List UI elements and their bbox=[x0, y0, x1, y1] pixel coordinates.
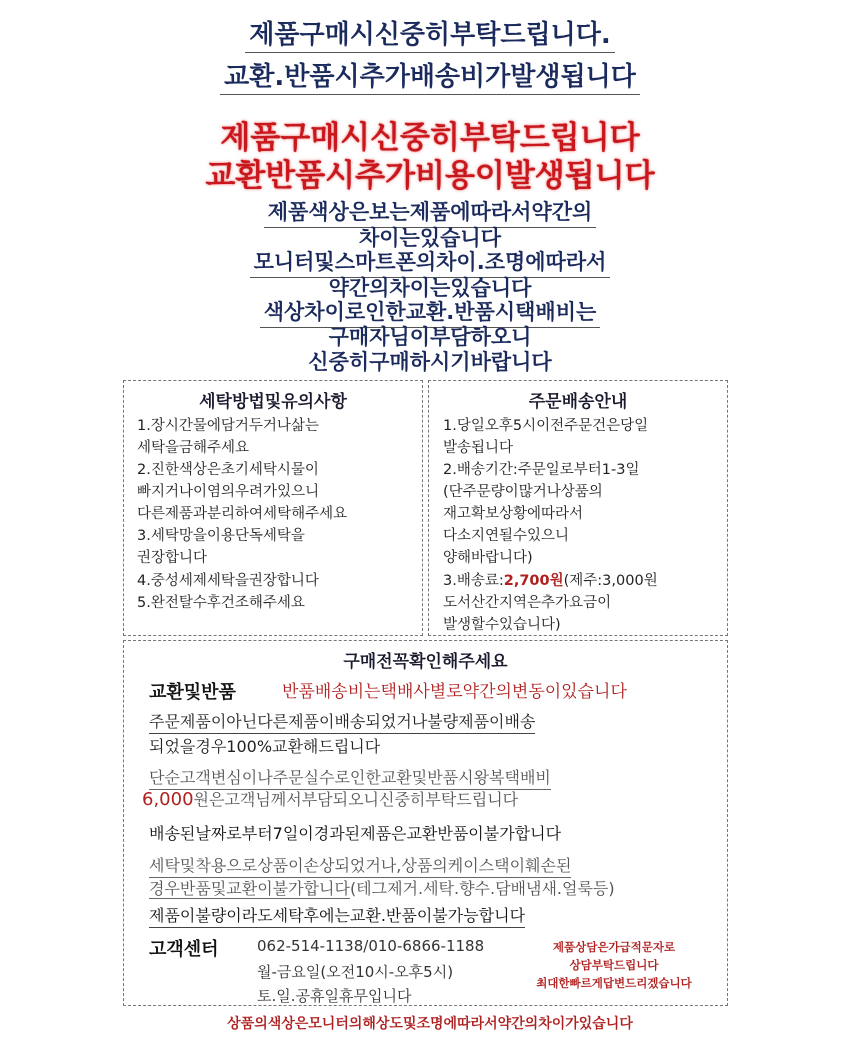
wash-care-box bbox=[123, 380, 423, 636]
shipping-line: 양해바랍니다) bbox=[443, 550, 533, 566]
wash-care-line: 권장합니다 bbox=[137, 550, 208, 566]
exchange-note: 반품배송비는택배사별로약간의변동이있습니다 bbox=[282, 682, 627, 702]
wash-care-line: 2.진한색상은초기세탁시물이 bbox=[137, 462, 319, 478]
shipping-line: 도서산간지역은추가요금이 bbox=[443, 595, 612, 611]
wash-care-line: 3.세탁망을이용단독세탁을 bbox=[137, 528, 305, 544]
exchange-label: 교환및반품 bbox=[149, 682, 236, 703]
wash-care-line: 4.중성세제세탁을권장합니다 bbox=[137, 573, 319, 589]
cs-label: 고객센터 bbox=[149, 939, 219, 960]
red-notice-line2: 교환반품시추가비용이발생됩니다 bbox=[205, 158, 655, 194]
wash-care-title: 세탁방법및유의사항 bbox=[199, 392, 347, 412]
color-notice-line: 제품색상은보는제품에따라서약간의 bbox=[0, 196, 860, 228]
confirm-title: 구매전꼭확인해주세요 bbox=[343, 652, 508, 672]
red-notice-line1: 제품구매시신중히부탁드립니다 bbox=[220, 120, 640, 156]
wash-care-line: 다른제품과분리하여세탁해주세요 bbox=[137, 506, 348, 522]
exchange-rule-4a: 세탁및착용으로상품이손상되었거나,상품의케이스택이훼손된 bbox=[149, 853, 571, 878]
cs-note-3: 최대한빠르게답변드리겠습니다 bbox=[536, 976, 692, 990]
wash-care-line: 세탁을금해주세요 bbox=[137, 440, 250, 456]
return-fee-text: 원은고객님께서부담되오니신중히부탁드립니다 bbox=[193, 790, 519, 809]
top-notice-line1: 제품구매시신중히부탁드립니다. bbox=[0, 14, 860, 53]
exchange-rule-4b bbox=[149, 876, 615, 899]
exchange-rule-1b: 되었을경우100%교환해드립니다 bbox=[149, 737, 381, 756]
cs-note-1: 제품상담은가급적문자로 bbox=[552, 940, 676, 954]
shipping-line: 1.당일오후5시이전주문건은당일 bbox=[443, 418, 649, 434]
color-notice-line: 신중히구매하시기바랍니다 bbox=[308, 350, 552, 374]
wash-care-line: 빠지거나이염의우려가있으니 bbox=[137, 484, 320, 500]
cs-hours-weekday: 월-금요일(오전10시-오후5시) bbox=[257, 963, 454, 981]
shipping-fee-prefix: 3.배송료: bbox=[443, 573, 504, 589]
shipping-info-box bbox=[428, 380, 728, 636]
exchange-rule-1a: 주문제품이아닌다른제품이배송되었거나불량제품이배송 bbox=[149, 709, 535, 734]
exchange-rule-2a: 단순고객변심이나주문실수로인한교환및반품시왕복택배비 bbox=[149, 765, 551, 790]
shipping-line: 발생할수있습니다) bbox=[443, 617, 561, 633]
color-notice-line: 색상차이로인한교환.반품시택배비는 bbox=[0, 296, 860, 328]
shipping-info-title: 주문배송안내 bbox=[528, 392, 628, 412]
wash-care-line: 5.완전탈수후건조해주세요 bbox=[137, 595, 305, 611]
exchange-rule-2b bbox=[142, 787, 518, 810]
shipping-fee-value: 2,700원 bbox=[503, 573, 564, 589]
exchange-rule-3: 배송된날짜로부터7일이경과된제품은교환반품이불가합니다 bbox=[149, 824, 562, 843]
shipping-line: 다소지연될수있으니 bbox=[443, 528, 570, 544]
exchange-rule-5: 제품이불량이라도세탁후에는교환.반품이불가능합니다 bbox=[149, 903, 525, 928]
exchange-rule-4b-suffix: (테그제거.세탁.향수.담배냄새.얼룩등) bbox=[349, 879, 615, 898]
color-notice-line: 모니터및스마트폰의차이.조명에따라서 bbox=[0, 246, 860, 278]
cs-phone: 062-514-1138/010-6866-1188 bbox=[257, 937, 485, 955]
shipping-fee-suffix: (제주:3,000원 bbox=[563, 573, 658, 589]
color-notice-line: 차이는있습니다 bbox=[358, 226, 501, 250]
exchange-rule-4b-main: 경우반품및교환이불가합니다 bbox=[149, 879, 350, 898]
cs-note-2: 상담부탁드립니다 bbox=[569, 958, 659, 972]
color-notice-line: 구매자님이부담하오니 bbox=[328, 325, 532, 349]
bottom-notice: 상품의색상은모니터의해상도및조명에따라서약간의차이가있습니다 bbox=[227, 1016, 633, 1032]
cs-hours-weekend: 토.일.공휴일휴무입니다 bbox=[257, 987, 412, 1005]
shipping-line: 재고확보상황에따라서 bbox=[443, 506, 584, 522]
wash-care-line: 1.장시간물에담거두거나삶는 bbox=[137, 418, 319, 434]
top-notice-line2: 교환.반품시추가배송비가발생됩니다 bbox=[0, 56, 860, 95]
shipping-line: 발송됩니다 bbox=[443, 440, 514, 456]
shipping-line: (단주문량이많거나상품의 bbox=[443, 484, 603, 500]
color-notice-line: 약간의차이는있습니다 bbox=[328, 276, 532, 300]
confirm-box bbox=[123, 640, 728, 1006]
shipping-line: 2.배송기간:주문일로부터1-3일 bbox=[443, 462, 640, 478]
shipping-fee-line bbox=[443, 569, 658, 590]
return-fee-amount: 6,000 bbox=[142, 789, 194, 810]
